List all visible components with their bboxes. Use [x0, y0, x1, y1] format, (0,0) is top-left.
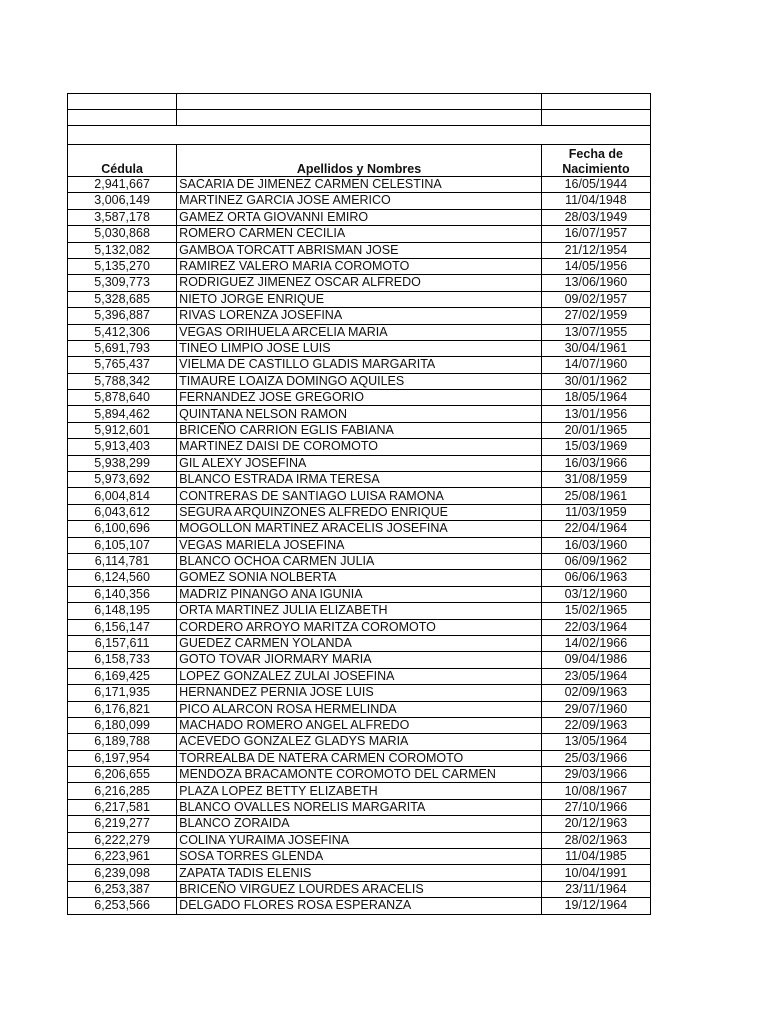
fecha-cell[interactable]: 27/10/1966 [541, 799, 650, 815]
cedula-cell[interactable]: 6,148,195 [68, 603, 177, 619]
fecha-cell[interactable]: 09/02/1957 [541, 291, 650, 307]
fecha-cell[interactable]: 29/07/1960 [541, 701, 650, 717]
table-row [68, 357, 651, 373]
nombre-cell[interactable]: TORREALBA DE NATERA CARMEN COROMOTO [177, 750, 542, 766]
fecha-cell[interactable]: 31/08/1959 [541, 472, 650, 488]
fecha-cell[interactable]: 11/04/1948 [541, 193, 650, 209]
nombre-cell[interactable]: HERNANDEZ PERNIA JOSE LUIS [177, 685, 542, 701]
cedula-cell[interactable]: 6,169,425 [68, 668, 177, 684]
fecha-cell[interactable]: 27/02/1959 [541, 308, 650, 324]
nombre-cell[interactable]: FERNANDEZ JOSE GREGORIO [177, 390, 542, 406]
table-row [68, 177, 651, 193]
nombre-cell[interactable]: ZAPATA TADIS ELENIS [177, 865, 542, 881]
table-row [68, 373, 651, 389]
table-row [68, 849, 651, 865]
cedula-cell[interactable]: 5,912,601 [68, 422, 177, 438]
fecha-cell[interactable]: 02/09/1963 [541, 685, 650, 701]
fecha-cell[interactable]: 14/05/1956 [541, 258, 650, 274]
nombre-cell[interactable]: MOGOLLON MARTINEZ ARACELIS JOSEFINA [177, 521, 542, 537]
header-cedula[interactable]: Cédula [68, 145, 177, 177]
table-row [68, 734, 651, 750]
cedula-cell[interactable]: 5,412,306 [68, 324, 177, 340]
cedula-cell[interactable]: 5,396,887 [68, 308, 177, 324]
nombre-cell[interactable]: GAMBOA TORCATT ABRISMAN JOSE [177, 242, 542, 258]
table-row [68, 291, 651, 307]
table-row [68, 586, 651, 602]
fecha-cell[interactable]: 11/04/1985 [541, 849, 650, 865]
cedula-cell[interactable]: 6,206,655 [68, 767, 177, 783]
cedula-cell[interactable]: 5,913,403 [68, 439, 177, 455]
nombre-cell[interactable]: MADRIZ PINANGO ANA IGUNIA [177, 586, 542, 602]
table-row [68, 799, 651, 815]
cedula-cell[interactable]: 2,941,667 [68, 177, 177, 193]
table-row [68, 209, 651, 225]
blank-cell[interactable] [541, 94, 650, 110]
cedula-cell[interactable]: 6,105,107 [68, 537, 177, 553]
table-row [68, 488, 651, 504]
table-row [68, 553, 651, 569]
table-row [68, 701, 651, 717]
fecha-cell[interactable]: 29/03/1966 [541, 767, 650, 783]
fecha-cell[interactable]: 10/08/1967 [541, 783, 650, 799]
nombre-cell[interactable]: SACARIA DE JIMENEZ CARMEN CELESTINA [177, 177, 542, 193]
table-row [68, 422, 651, 438]
table-row [68, 570, 651, 586]
cedula-cell[interactable]: 5,938,299 [68, 455, 177, 471]
nombre-cell[interactable]: TINEO LIMPIO JOSE LUIS [177, 340, 542, 356]
blank-row [68, 94, 651, 110]
cedula-cell[interactable]: 6,219,277 [68, 816, 177, 832]
cedula-cell[interactable]: 6,176,821 [68, 701, 177, 717]
fecha-cell[interactable]: 30/01/1962 [541, 373, 650, 389]
cedula-cell[interactable]: 6,189,788 [68, 734, 177, 750]
cedula-cell[interactable]: 6,253,566 [68, 898, 177, 914]
fecha-cell[interactable]: 18/05/1964 [541, 390, 650, 406]
nombre-cell[interactable]: LOPEZ GONZALEZ ZULAI JOSEFINA [177, 668, 542, 684]
cedula-cell[interactable]: 6,157,611 [68, 635, 177, 651]
table-row [68, 898, 651, 914]
table-row [68, 603, 651, 619]
nombre-cell[interactable]: VEGAS ORIHUELA ARCELIA MARIA [177, 324, 542, 340]
table-row [68, 340, 651, 356]
table-row [68, 881, 651, 897]
table-row [68, 258, 651, 274]
table-row [68, 717, 651, 733]
cedula-cell[interactable]: 5,878,640 [68, 390, 177, 406]
cedula-cell[interactable]: 6,171,935 [68, 685, 177, 701]
fecha-cell[interactable]: 23/11/1964 [541, 881, 650, 897]
merged-blank-row [68, 126, 651, 145]
cedula-cell[interactable]: 6,140,356 [68, 586, 177, 602]
table-row [68, 521, 651, 537]
nombre-cell[interactable]: BLANCO ZORAIDA [177, 816, 542, 832]
merged-blank-cell[interactable] [68, 126, 651, 145]
fecha-cell[interactable]: 16/05/1944 [541, 177, 650, 193]
table-row [68, 652, 651, 668]
cedula-cell[interactable]: 6,100,696 [68, 521, 177, 537]
table-row [68, 390, 651, 406]
fecha-cell[interactable]: 16/03/1966 [541, 455, 650, 471]
nombre-cell[interactable]: GUEDEZ CARMEN YOLANDA [177, 635, 542, 651]
table-row [68, 275, 651, 291]
nombre-cell[interactable]: MENDOZA BRACAMONTE COROMOTO DEL CARMEN [177, 767, 542, 783]
fecha-cell[interactable]: 14/02/1966 [541, 635, 650, 651]
cedula-cell[interactable]: 6,253,387 [68, 881, 177, 897]
cedula-cell[interactable]: 3,587,178 [68, 209, 177, 225]
fecha-cell[interactable]: 06/06/1963 [541, 570, 650, 586]
cedula-cell[interactable]: 6,156,147 [68, 619, 177, 635]
fecha-cell[interactable]: 13/05/1964 [541, 734, 650, 750]
nombre-cell[interactable]: GAMEZ ORTA GIOVANNI EMIRO [177, 209, 542, 225]
table-body [68, 94, 651, 915]
header-row [68, 145, 651, 177]
table-row [68, 668, 651, 684]
blank-cell[interactable] [541, 110, 650, 126]
table-row [68, 865, 651, 881]
nombre-cell[interactable]: ACEVEDO GONZALEZ GLADYS MARIA [177, 734, 542, 750]
cedula-cell[interactable]: 5,691,793 [68, 340, 177, 356]
fecha-cell[interactable]: 20/01/1965 [541, 422, 650, 438]
nombre-cell[interactable]: MARTINEZ GARCIA JOSE AMERICO [177, 193, 542, 209]
cedula-cell[interactable]: 3,006,149 [68, 193, 177, 209]
nombre-cell[interactable]: GIL ALEXY JOSEFINA [177, 455, 542, 471]
cedula-cell[interactable]: 5,030,868 [68, 226, 177, 242]
cedula-cell[interactable]: 5,309,773 [68, 275, 177, 291]
table-row [68, 832, 651, 848]
cedula-cell[interactable]: 5,973,692 [68, 472, 177, 488]
table-row [68, 226, 651, 242]
table-row [68, 685, 651, 701]
cedula-cell[interactable]: 5,328,685 [68, 291, 177, 307]
table-row [68, 455, 651, 471]
blank-cell[interactable] [68, 94, 177, 110]
table-row [68, 767, 651, 783]
fecha-cell[interactable]: 03/12/1960 [541, 586, 650, 602]
table-row [68, 619, 651, 635]
table-row [68, 537, 651, 553]
cedula-cell[interactable]: 6,043,612 [68, 504, 177, 520]
cedula-cell[interactable]: 5,132,082 [68, 242, 177, 258]
blank-cell[interactable] [177, 110, 542, 126]
nombre-cell[interactable]: BRICEÑO CARRION EGLIS FABIANA [177, 422, 542, 438]
fecha-cell[interactable]: 13/01/1956 [541, 406, 650, 422]
fecha-cell[interactable]: 28/03/1949 [541, 209, 650, 225]
nombre-cell[interactable]: PLAZA LOPEZ BETTY ELIZABETH [177, 783, 542, 799]
cedula-cell[interactable]: 6,124,560 [68, 570, 177, 586]
cedula-cell[interactable]: 6,180,099 [68, 717, 177, 733]
nombre-cell[interactable]: ORTA MARTINEZ JULIA ELIZABETH [177, 603, 542, 619]
fecha-cell[interactable]: 28/02/1963 [541, 832, 650, 848]
fecha-cell[interactable]: 20/12/1963 [541, 816, 650, 832]
nombre-cell[interactable]: DELGADO FLORES ROSA ESPERANZA [177, 898, 542, 914]
nombre-cell[interactable]: GOTO TOVAR JIORMARY MARIA [177, 652, 542, 668]
nombre-cell[interactable]: ROMERO CARMEN CECILIA [177, 226, 542, 242]
table-row [68, 504, 651, 520]
fecha-cell[interactable]: 22/09/1963 [541, 717, 650, 733]
cedula-cell[interactable]: 6,239,098 [68, 865, 177, 881]
nombre-cell[interactable]: CONTRERAS DE SANTIAGO LUISA RAMONA [177, 488, 542, 504]
table-row [68, 242, 651, 258]
nombre-cell[interactable]: CORDERO ARROYO MARITZA COROMOTO [177, 619, 542, 635]
nombre-cell[interactable]: GOMEZ SONIA NOLBERTA [177, 570, 542, 586]
table-row [68, 324, 651, 340]
cedula-cell[interactable]: 6,197,954 [68, 750, 177, 766]
nombre-cell[interactable]: BLANCO OCHOA CARMEN JULIA [177, 553, 542, 569]
nombre-cell[interactable]: NIETO JORGE ENRIQUE [177, 291, 542, 307]
nombre-cell[interactable]: MARTINEZ DAISI DE COROMOTO [177, 439, 542, 455]
blank-cell[interactable] [68, 110, 177, 126]
cedula-cell[interactable]: 5,894,462 [68, 406, 177, 422]
fecha-cell[interactable]: 10/04/1991 [541, 865, 650, 881]
table-row [68, 193, 651, 209]
fecha-cell[interactable]: 09/04/1986 [541, 652, 650, 668]
table-row [68, 472, 651, 488]
table-row [68, 635, 651, 651]
table-row [68, 816, 651, 832]
nombre-cell[interactable]: SEGURA ARQUINZONES ALFREDO ENRIQUE [177, 504, 542, 520]
cedula-cell[interactable]: 5,135,270 [68, 258, 177, 274]
blank-row [68, 110, 651, 126]
cedula-cell[interactable]: 6,216,285 [68, 783, 177, 799]
nombre-cell[interactable]: PICO ALARCON ROSA HERMELINDA [177, 701, 542, 717]
cedula-cell[interactable]: 5,788,342 [68, 373, 177, 389]
nombre-cell[interactable]: BRICEÑO VIRGUEZ LOURDES ARACELIS [177, 881, 542, 897]
nombre-cell[interactable]: VIELMA DE CASTILLO GLADIS MARGARITA [177, 357, 542, 373]
nombre-cell[interactable]: BLANCO ESTRADA IRMA TERESA [177, 472, 542, 488]
fecha-cell[interactable]: 21/12/1954 [541, 242, 650, 258]
fecha-cell[interactable]: 16/07/1957 [541, 226, 650, 242]
fecha-cell[interactable]: 06/09/1962 [541, 553, 650, 569]
fecha-cell[interactable]: 30/04/1961 [541, 340, 650, 356]
fecha-cell[interactable]: 22/03/1964 [541, 619, 650, 635]
fecha-cell[interactable]: 25/08/1961 [541, 488, 650, 504]
cedula-cell[interactable]: 6,217,581 [68, 799, 177, 815]
fecha-cell[interactable]: 19/12/1964 [541, 898, 650, 914]
header-apellidos-nombres[interactable]: Apellidos y Nombres [177, 145, 542, 177]
nombre-cell[interactable]: RODRIGUEZ JIMENEZ OSCAR ALFREDO [177, 275, 542, 291]
cedula-cell[interactable]: 6,223,961 [68, 849, 177, 865]
fecha-cell[interactable]: 22/04/1964 [541, 521, 650, 537]
nombre-cell[interactable]: MACHADO ROMERO ANGEL ALFREDO [177, 717, 542, 733]
cedula-cell[interactable]: 5,765,437 [68, 357, 177, 373]
header-fecha-line2: Nacimiento [562, 161, 630, 176]
fecha-cell[interactable]: 13/07/1955 [541, 324, 650, 340]
fecha-cell[interactable]: 15/03/1969 [541, 439, 650, 455]
blank-cell[interactable] [177, 94, 542, 110]
nombre-cell[interactable]: VEGAS MARIELA JOSEFINA [177, 537, 542, 553]
header-fecha-line1: Fecha de [568, 147, 623, 161]
fecha-cell[interactable]: 11/03/1959 [541, 504, 650, 520]
nombre-cell[interactable]: TIMAURE LOAIZA DOMINGO AQUILES [177, 373, 542, 389]
nombre-cell[interactable]: COLINA YURAIMA JOSEFINA [177, 832, 542, 848]
table-row [68, 783, 651, 799]
table-row [68, 308, 651, 324]
fecha-cell[interactable]: 15/02/1965 [541, 603, 650, 619]
nombre-cell[interactable]: QUINTANA NELSON RAMON [177, 406, 542, 422]
cedula-cell[interactable]: 6,114,781 [68, 553, 177, 569]
table-row [68, 439, 651, 455]
nombre-cell[interactable]: BLANCO OVALLES NORELIS MARGARITA [177, 799, 542, 815]
nombre-cell[interactable]: RIVAS LORENZA JOSEFINA [177, 308, 542, 324]
spreadsheet-table-container [67, 93, 651, 915]
personas-table [67, 93, 651, 915]
nombre-cell[interactable]: RAMIREZ VALERO MARIA COROMOTO [177, 258, 542, 274]
fecha-cell[interactable]: 23/05/1964 [541, 668, 650, 684]
fecha-cell[interactable]: 25/03/1966 [541, 750, 650, 766]
table-row [68, 406, 651, 422]
cedula-cell[interactable]: 6,158,733 [68, 652, 177, 668]
fecha-cell[interactable]: 16/03/1960 [541, 537, 650, 553]
cedula-cell[interactable]: 6,222,279 [68, 832, 177, 848]
nombre-cell[interactable]: SOSA TORRES GLENDA [177, 849, 542, 865]
fecha-cell[interactable]: 14/07/1960 [541, 357, 650, 373]
cedula-cell[interactable]: 6,004,814 [68, 488, 177, 504]
fecha-cell[interactable]: 13/06/1960 [541, 275, 650, 291]
header-fecha-nacimiento[interactable] [541, 145, 650, 177]
table-row [68, 750, 651, 766]
